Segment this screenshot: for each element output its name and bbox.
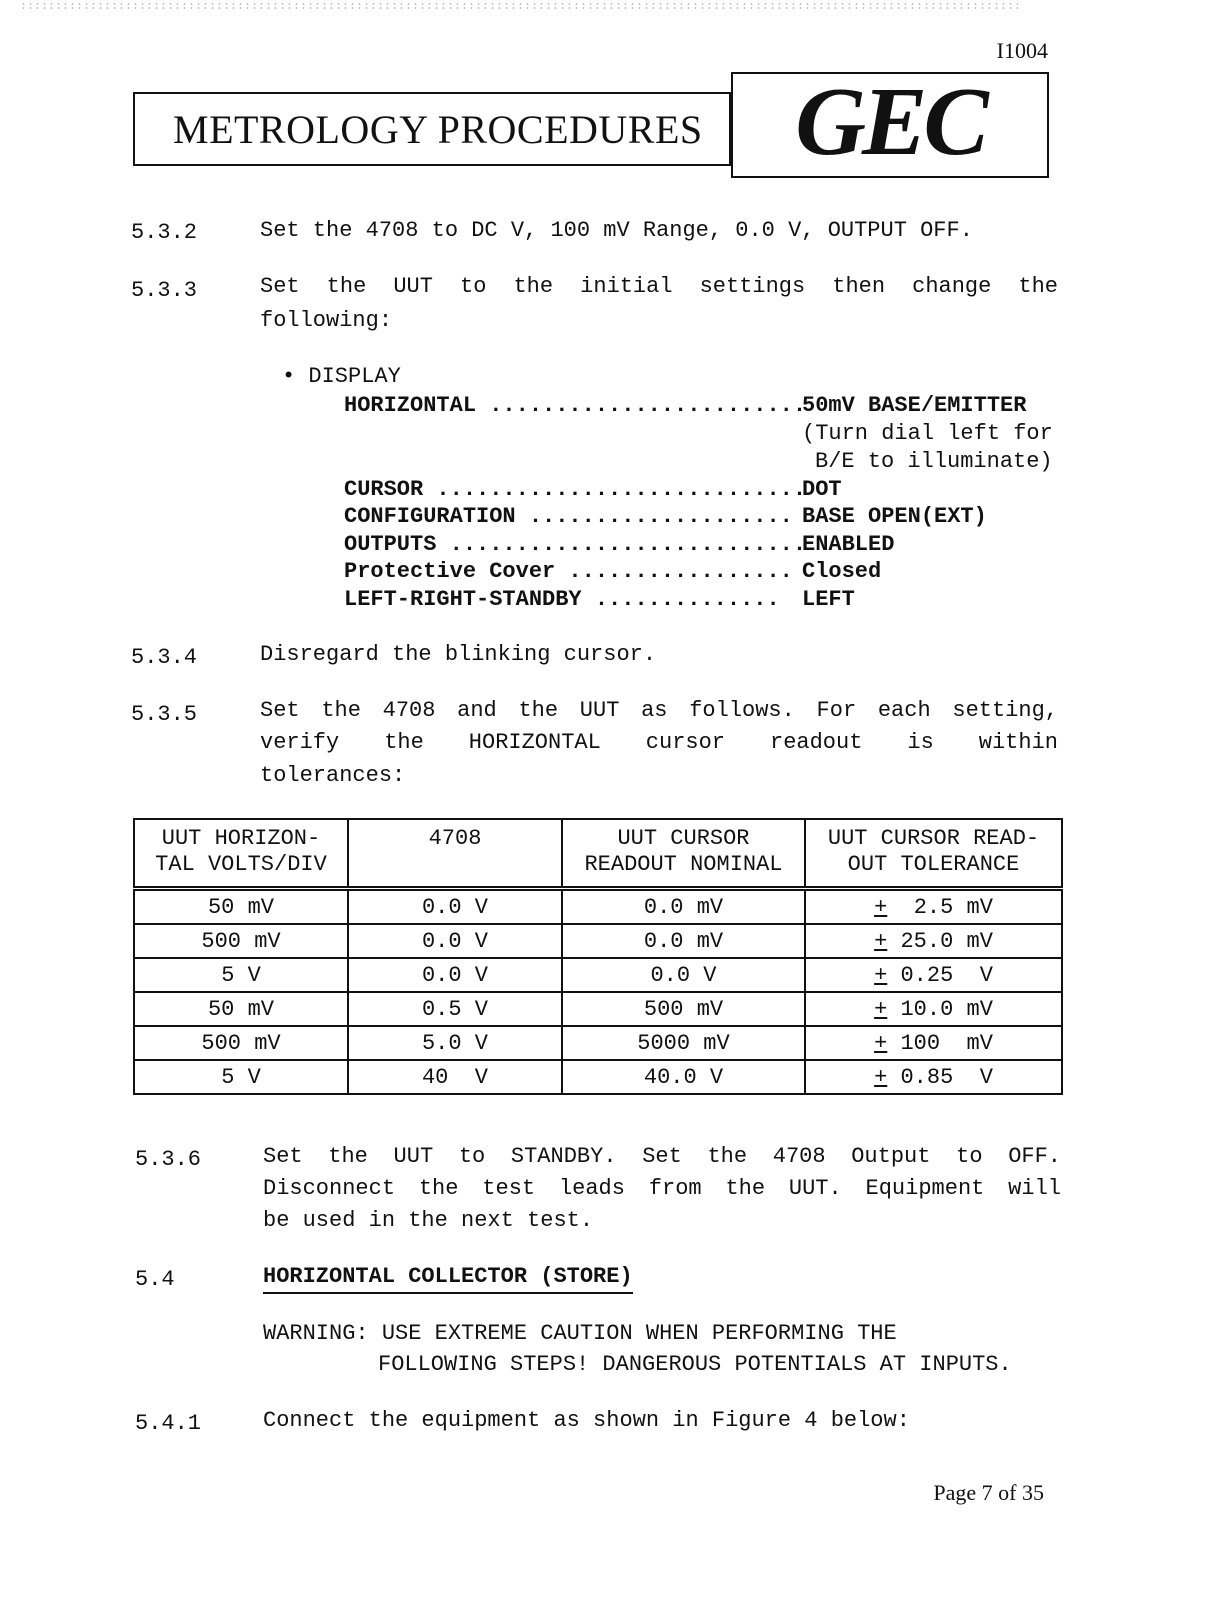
setting-label: HORIZONTAL ........................: [344, 393, 807, 418]
step-text: Set the 4708 and the UUT as follows. For each setting,: [260, 698, 1058, 723]
warning-text: FOLLOWING STEPS! DANGEROUS POTENTIALS AT INPUTS.: [378, 1352, 1012, 1377]
scan-noise: [20, 2, 1020, 10]
step-text: tolerances:: [260, 763, 406, 788]
cell-volts-div: 500 mV: [134, 924, 348, 958]
cell-nominal: 0.0 mV: [562, 889, 805, 925]
section-heading: HORIZONTAL COLLECTOR (STORE): [263, 1264, 633, 1294]
cell-tolerance: + 25.0 mV: [805, 924, 1062, 958]
cell-volts-div: 500 mV: [134, 1026, 348, 1060]
table-header-cell: 4708: [348, 819, 562, 889]
table-header-cell: UUT HORIZON- TAL VOLTS/DIV: [134, 819, 348, 889]
cell-nominal: 5000 mV: [562, 1026, 805, 1060]
cell-4708: 0.5 V: [348, 992, 562, 1026]
gec-logo: GEC: [795, 68, 985, 176]
setting-note: (Turn dial left for: [802, 421, 1053, 446]
table-header-cell: UUT CURSOR READOUT NOMINAL: [562, 819, 805, 889]
cell-nominal: 0.0 V: [562, 958, 805, 992]
table-row: [134, 924, 1062, 958]
cell-4708: 0.0 V: [348, 958, 562, 992]
step-text: Disregard the blinking cursor.: [260, 642, 657, 667]
setting-label: CONFIGURATION ....................: [344, 504, 793, 529]
step-text: Connect the equipment as shown in Figure 4 below:: [263, 1408, 910, 1433]
step-number: 5.3.5: [131, 702, 198, 727]
page-number: Page 7 of 35: [933, 1480, 1044, 1505]
step-text: Set the UUT to the initial settings then change the: [260, 274, 1058, 299]
setting-label: LEFT-RIGHT-STANDBY ..............: [344, 587, 780, 612]
setting-value: 50mV BASE/EMITTER: [802, 393, 1027, 418]
setting-value: DOT: [802, 477, 842, 502]
display-bullet: • DISPLAY: [282, 364, 401, 389]
step-text: Set the 4708 to DC V, 100 mV Range, 0.0 V, OUTPUT OFF.: [260, 218, 973, 243]
cell-tolerance: + 2.5 mV: [805, 889, 1062, 925]
step-number: 5.3.3: [131, 278, 198, 303]
cell-volts-div: 5 V: [134, 1060, 348, 1094]
step-text: Disconnect the test leads from the UUT. Equipment will: [263, 1176, 1061, 1201]
step-text: Set the UUT to STANDBY. Set the 4708 Output to OFF.: [263, 1144, 1061, 1169]
table-row: [134, 1060, 1062, 1094]
setting-value: ENABLED: [802, 532, 895, 557]
cell-nominal: 500 mV: [562, 992, 805, 1026]
table-row: [134, 958, 1062, 992]
logo-box: [731, 68, 1049, 178]
page-title: METROLOGY PROCEDURES: [173, 107, 703, 152]
cell-4708: 40 V: [348, 1060, 562, 1094]
table-row: [134, 889, 1062, 925]
setting-value: BASE OPEN(EXT): [802, 504, 987, 529]
setting-note: B/E to illuminate): [815, 449, 1053, 474]
cell-4708: 5.0 V: [348, 1026, 562, 1060]
title-box: [133, 92, 731, 166]
step-number: 5.3.4: [131, 645, 198, 670]
step-text: following:: [260, 308, 393, 333]
tolerance-table: [133, 818, 1063, 1095]
table-row: [134, 1026, 1062, 1060]
cell-volts-div: 50 mV: [134, 889, 348, 925]
cell-volts-div: 50 mV: [134, 992, 348, 1026]
cell-4708: 0.0 V: [348, 924, 562, 958]
cell-4708: 0.0 V: [348, 889, 562, 925]
table-row: [134, 992, 1062, 1026]
warning-text: WARNING: USE EXTREME CAUTION WHEN PERFORMING THE: [263, 1321, 897, 1346]
step-text: verify the HORIZONTAL cursor readout is within: [260, 730, 1058, 755]
section-number: 5.4: [135, 1267, 175, 1292]
step-text: be used in the next test.: [263, 1208, 594, 1233]
cell-volts-div: 5 V: [134, 958, 348, 992]
step-number: 5.3.6: [135, 1147, 202, 1172]
cell-nominal: 0.0 mV: [562, 924, 805, 958]
step-number: 5.4.1: [135, 1411, 202, 1436]
setting-label: CURSOR ............................: [344, 477, 807, 502]
document-id: I1004: [996, 38, 1048, 63]
cell-tolerance: + 0.85 V: [805, 1060, 1062, 1094]
setting-value: LEFT: [802, 587, 855, 612]
table-header-row: [134, 819, 1062, 889]
setting-value: Closed: [802, 559, 882, 584]
cell-tolerance: + 0.25 V: [805, 958, 1062, 992]
cell-tolerance: + 100 mV: [805, 1026, 1062, 1060]
step-number: 5.3.2: [131, 220, 198, 245]
cell-tolerance: + 10.0 mV: [805, 992, 1062, 1026]
table-header-cell: UUT CURSOR READ- OUT TOLERANCE: [805, 819, 1062, 889]
setting-label: Protective Cover .................: [344, 559, 793, 584]
cell-nominal: 40.0 V: [562, 1060, 805, 1094]
setting-label: OUTPUTS ...........................: [344, 532, 807, 557]
